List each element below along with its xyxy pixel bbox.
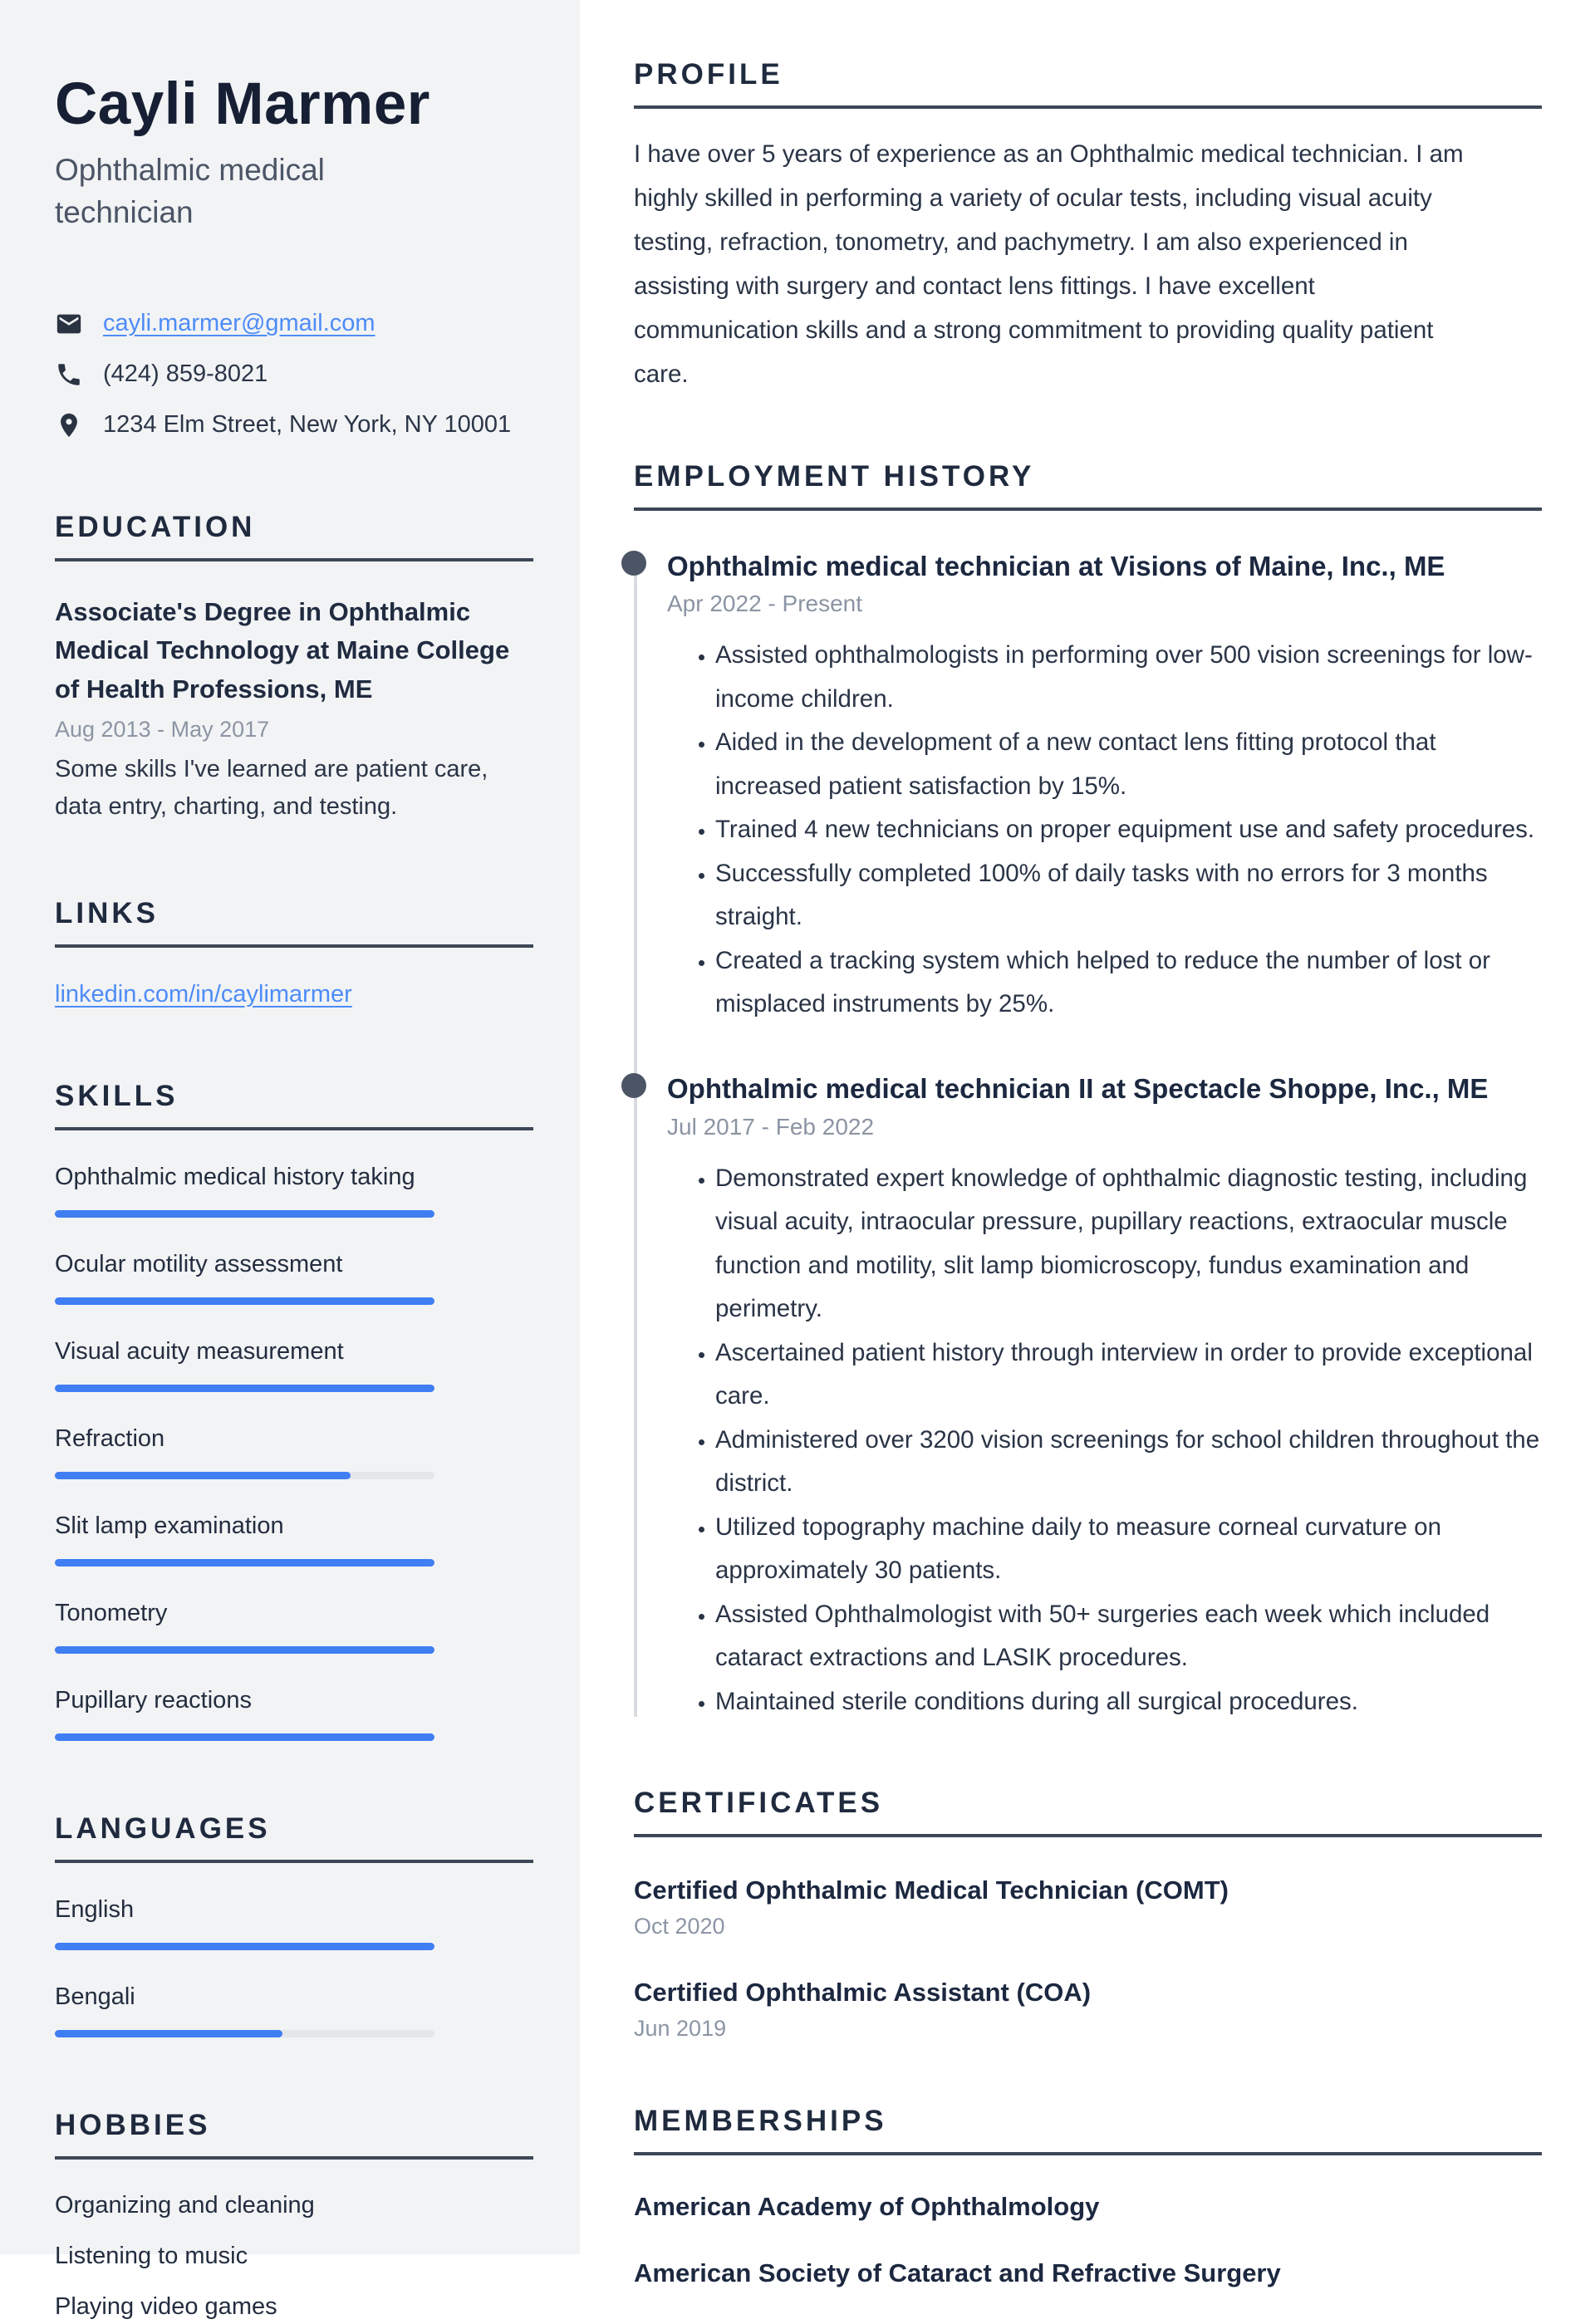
job-entry xyxy=(667,549,1542,1027)
language-item xyxy=(55,1983,533,2037)
education-heading: EDUCATION xyxy=(55,511,533,561)
job-bullet-list xyxy=(667,1157,1542,1724)
hobbies-section xyxy=(55,2109,533,2323)
phone-number: (424) 859-8021 xyxy=(103,360,268,388)
skill-bar-fill xyxy=(55,1559,434,1566)
skill-label: Tonometry xyxy=(55,1600,168,1627)
membership-item: American Academy of Ophthalmology xyxy=(634,2192,1100,2222)
employment-section xyxy=(634,460,1542,1724)
skill-item xyxy=(55,1164,533,1218)
job-entry xyxy=(667,1071,1542,1723)
memberships-heading: MEMBERSHIPS xyxy=(634,2105,1542,2155)
certificate-item xyxy=(634,1875,1542,1939)
skill-item xyxy=(55,1251,533,1305)
skill-bar-fill xyxy=(55,1646,434,1654)
skill-label: Slit lamp examination xyxy=(55,1513,284,1540)
skill-bar-track xyxy=(55,1297,434,1305)
skill-label: Ocular motility assessment xyxy=(55,1251,343,1278)
skill-bar-fill xyxy=(55,1385,434,1392)
hobby-item: Playing video games xyxy=(55,2293,277,2321)
job-bullet-list xyxy=(667,634,1542,1027)
sidebar xyxy=(0,0,580,2321)
skill-bar-fill xyxy=(55,1297,434,1305)
job-bullet: • Successfully completed 100% of daily tasks with no errors for 3 months straight. xyxy=(715,852,1542,939)
profile-heading: PROFILE xyxy=(634,58,1542,109)
skill-bar-track xyxy=(55,1210,434,1218)
language-bar-track xyxy=(55,1943,434,1950)
location-icon xyxy=(55,411,83,439)
certificate-name: Certified Ophthalmic Medical Technician (COMT) xyxy=(634,1875,1229,1905)
job-bullet: • Assisted Ophthalmologist with 50+ surgeries each week which included cataract extractions and LASIK procedures. xyxy=(715,1593,1542,1680)
job-bullet: • Demonstrated expert knowledge of ophthalmic diagnostic testing, including visual acuity, intraocular pressure, pupillary reactions, extraocular muscle function and motility, slit lamp biomicroscopy, fundus examination and perimetry. xyxy=(715,1157,1542,1331)
person-name: Cayli Marmer xyxy=(55,71,430,137)
job-bullet: • Trained 4 new technicians on proper equipment use and safety procedures. xyxy=(715,808,1542,852)
skill-label: Refraction xyxy=(55,1425,165,1453)
language-label: English xyxy=(55,1896,135,1924)
memberships-section xyxy=(634,2105,1542,2288)
skill-item xyxy=(55,1425,533,1479)
employment-heading: EMPLOYMENT HISTORY xyxy=(634,460,1542,511)
certificates-section xyxy=(634,1787,1542,2042)
skill-bar-fill xyxy=(55,1733,434,1741)
profile-text: I have over 5 years of experience as an Ophthalmic medical technician. I am highly skilled in performing a variety of ocular tests, including visual acuity testing, refraction, tonometry, and pachymetry. I am also experienced in assisting with surgery and contact lens fittings. I have excellent communication skills and a strong commitment to providing quality patient care. xyxy=(634,140,1464,389)
job-bullet: • Utilized topography machine daily to measure corneal curvature on approximately 30 patients. xyxy=(715,1506,1542,1593)
skill-bar-track xyxy=(55,1733,434,1741)
job-bullet: • Assisted ophthalmologists in performing over 500 vision screenings for low-income children. xyxy=(715,634,1542,721)
skill-bar-fill xyxy=(55,1210,434,1218)
job-bullet: • Created a tracking system which helped to reduce the number of lost or misplaced instruments by 25%. xyxy=(715,939,1542,1027)
skill-label: Visual acuity measurement xyxy=(55,1338,344,1365)
languages-section xyxy=(55,1812,533,2037)
job-title: Ophthalmic medical technician II at Spectacle Shoppe, Inc., ME xyxy=(667,1072,1489,1104)
certificate-item xyxy=(634,1978,1542,2042)
language-item xyxy=(55,1896,533,1950)
skill-item xyxy=(55,1338,533,1392)
contact-address-row xyxy=(55,411,533,439)
contact-block xyxy=(55,310,533,439)
main-column xyxy=(580,0,1595,2288)
hobbies-heading: HOBBIES xyxy=(55,2109,533,2160)
skill-bar-track xyxy=(55,1559,434,1566)
skills-section xyxy=(55,1080,533,1741)
education-degree: Associate's Degree in Ophthalmic Medical Technology at Maine College of Health Professions, ME xyxy=(55,596,510,704)
language-bar-fill xyxy=(55,2030,282,2037)
link-item xyxy=(55,981,533,1008)
membership-item: American Society of Cataract and Refractive Surgery xyxy=(634,2258,1281,2288)
job-dates: Jul 2017 - Feb 2022 xyxy=(667,1113,875,1140)
employment-timeline xyxy=(634,549,1542,1724)
education-description: Some skills I've learned are patient care, data entry, charting, and testing. xyxy=(55,756,488,821)
languages-heading: LANGUAGES xyxy=(55,1812,533,1863)
links-heading: LINKS xyxy=(55,897,533,948)
job-bullet: • Ascertained patient history through interview in order to provide exceptional care. xyxy=(715,1331,1542,1419)
skill-label: Ophthalmic medical history taking xyxy=(55,1164,415,1191)
timeline-dot xyxy=(621,1073,646,1098)
skill-label: Pupillary reactions xyxy=(55,1687,252,1714)
email-icon xyxy=(55,310,83,338)
job-bullet: • Maintained sterile conditions during all surgical procedures. xyxy=(715,1680,1542,1724)
education-dates: Aug 2013 - May 2017 xyxy=(55,717,270,743)
phone-icon xyxy=(55,360,83,389)
certificates-heading: CERTIFICATES xyxy=(634,1787,1542,1837)
person-job-title: Ophthalmic medical technician xyxy=(55,152,325,229)
timeline-dot xyxy=(621,551,646,576)
job-bullet: • Administered over 3200 vision screenings for school children throughout the district. xyxy=(715,1419,1542,1506)
language-bar-fill xyxy=(55,1943,434,1950)
hobby-item: Organizing and cleaning xyxy=(55,2192,315,2219)
address-text: 1234 Elm Street, New York, NY 10001 xyxy=(103,411,512,439)
language-bar-track xyxy=(55,2030,434,2037)
education-section xyxy=(55,511,533,826)
skill-bar-track xyxy=(55,1385,434,1392)
skill-item xyxy=(55,1687,533,1741)
email-link[interactable]: cayli.marmer@gmail.com xyxy=(103,310,375,337)
contact-email-row xyxy=(55,310,533,338)
job-bullet: • Aided in the development of a new contact lens fitting protocol that increased patient satisfaction by 15%. xyxy=(715,721,1542,808)
skill-bar-track xyxy=(55,1646,434,1654)
profile-section xyxy=(634,58,1542,397)
certificate-date: Jun 2019 xyxy=(634,2016,727,2042)
skill-item xyxy=(55,1600,533,1654)
contact-phone-row xyxy=(55,360,533,389)
certificate-date: Oct 2020 xyxy=(634,1914,725,1939)
skill-item xyxy=(55,1513,533,1566)
job-title: Ophthalmic medical technician at Visions of Maine, Inc., ME xyxy=(667,550,1445,581)
certificate-name: Certified Ophthalmic Assistant (COA) xyxy=(634,1978,1092,2008)
skill-bar-track xyxy=(55,1472,434,1479)
linkedin-link[interactable]: linkedin.com/in/caylimarmer xyxy=(55,981,352,1008)
language-label: Bengali xyxy=(55,1983,135,2011)
hobby-item: Listening to music xyxy=(55,2243,248,2270)
links-section xyxy=(55,897,533,1008)
skills-heading: SKILLS xyxy=(55,1080,533,1130)
job-dates: Apr 2022 - Present xyxy=(667,591,863,617)
skill-bar-fill xyxy=(55,1472,351,1479)
